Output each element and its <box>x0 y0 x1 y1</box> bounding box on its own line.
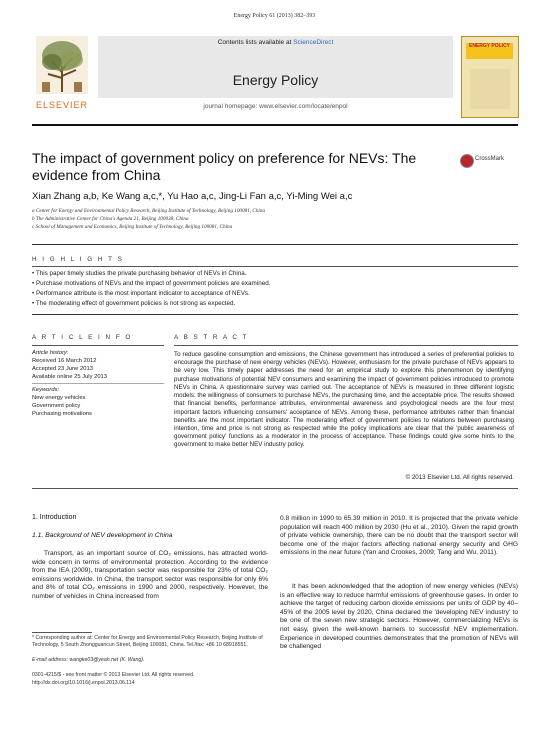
author-list: Xian Zhang a,b, Ke Wang a,c,*, Yu Hao a,c, Jing-Li Fan a,c, Yi-Ming Wei a,c <box>32 191 353 202</box>
accepted-date: Accepted 23 June 2013 <box>32 366 93 372</box>
highlights-label: H I G H L I G H T S <box>32 256 124 263</box>
affiliation-a: a Center for Energy and Environmental Policy Research, Beijing Institute of Technology, Beijing 100081, China <box>32 208 266 214</box>
keyword-item: Purchasing motivations <box>32 411 92 417</box>
footnote-rule <box>32 632 92 633</box>
issn-line: 0301-4215/$ - see front matter © 2013 Elsevier Ltd. All rights reserved. <box>32 672 195 678</box>
journal-cover-thumbnail[interactable] <box>461 36 519 118</box>
keywords-rule <box>32 383 164 384</box>
abstract-rule-bottom <box>32 488 518 489</box>
article-info-label: A R T I C L E I N F O <box>32 334 133 341</box>
contents-prefix: Contents lists available at <box>217 39 294 46</box>
highlights-rule-top <box>32 244 518 245</box>
article-history-label: Article history: <box>32 350 69 356</box>
abstract-rule <box>174 345 518 346</box>
affiliation-c: c School of Management and Economics, Beijing Institute of Technology, Beijing 100081, China <box>32 224 233 230</box>
crossmark-label: CrossMark <box>475 156 505 162</box>
doi-link[interactable]: http://dx.doi.org/10.1016/j.enpol.2013.06.114 <box>32 680 135 686</box>
elsevier-tree-icon <box>36 36 88 94</box>
journal-masthead <box>32 28 518 116</box>
abstract-text: To reduce gasoline consumption and emissions, the Chinese government has introduced a series of preferential policies to encourage the purchase of new energy vehicles (NEVs). However, enthusiasm for the private purchase of NEVs appears to be very low. This timely paper addresses the need for an empirical study to explore this phenomenon by identifying purchase motivations of potential NEV consumers and examining the impact of government policies introduced to promote NEVs in China. A questionnaire survey was carried out. The acceptance of NEVs is measured in three different logistic models: the willingness of consumers to purchase NEVs, the purchasing time, and the acceptable price. The results showed that financial benefits, performance attributes, environmental awareness and psychological needs are the four most important factors influencing consumers' acceptance of NEVs. Among these, performance attributes rather than financial benefits are the most important indicator. The moderating effect of government policies to relations between purchasing intention, time and price is not strong as respected while the policy implications are clear that the 'public awareness of government policy' functions as a moderator in the process of acceptance. These findings could give some hints to the government to make better NEV industry policy. <box>174 351 514 449</box>
keyword-item: Government policy <box>32 403 81 409</box>
contents-line <box>98 39 453 46</box>
crossmark-icon <box>460 154 474 168</box>
article-info-rule <box>32 345 164 346</box>
body-paragraph: 0.8 million in 1990 to 65.39 million in 2010. It is projected that the private vehicle population will reach 400 million by 2030 (Hu et al., 2010). Given the rapid growth of private vehicle ownership, there can be no doubt that the transport sector will become one of the major factors affecting national energy security and GHG emissions in the near future (Yan and Crookes, 2009; Tang and Wu, 2011). <box>280 515 518 557</box>
crossmark-badge[interactable] <box>460 154 516 168</box>
body-paragraph: Transport, as an important source of CO₂ emissions, has attracted world-wide concern in terms of environmental protection. According to the evidence from the IEA (2009), transportation sector was responsible for 23% of total CO₂ emissions worldwide. In China, the transport sector was responsible for only 6% and 8% of total CO₂ emissions in 1990 and 2000, respectively. However, the number of vehicles in China increased from <box>32 550 268 600</box>
abstract-label: A B S T R A C T <box>174 334 249 341</box>
subsection-heading: 1.1. Background of NEV development in China <box>32 532 173 539</box>
body-paragraph: It has been acknowledged that the adoption of new energy vehicles (NEVs) is an effective way to reduce harmful emissions of greenhouse gases. In order to achieve the target of reducing carbon dioxide emissions per units of GDP by 40–45% of the 2005 level by 2020, China declared the 'developing NEV industry' to be one of the seven new strategic sectors. However, commercializing NEVs is not easy, given the well-known barriers to successful NEV implementation. Experience in developed countries demonstrates that the promotion of NEVs will be challenged <box>280 583 518 651</box>
homepage-label: journal homepage: <box>203 103 260 110</box>
homepage-link[interactable]: www.elsevier.com/locate/enpol <box>259 103 348 110</box>
sciencedirect-link[interactable]: ScienceDirect <box>293 39 334 46</box>
section-heading: 1. Introduction <box>32 514 77 521</box>
keyword-item: New energy vehicles <box>32 395 86 401</box>
elsevier-logo[interactable] <box>32 36 92 114</box>
abstract-copyright: © 2013 Elsevier Ltd. All rights reserved. <box>405 474 514 481</box>
journal-reference: Energy Policy 61 (2013) 382–393 <box>233 13 316 19</box>
highlight-item: • Purchase motivations of NEVs and the impact of government policies are examined. <box>32 280 271 287</box>
corresponding-author-note: * Corresponding author at: Center for Energy and Environmental Policy Research, Beijing Institute of Technology, 5 South Zhongguancun Street, Beijing 100081, China. Tel./fax: +86 10 68918551. <box>32 635 263 648</box>
journal-title: Energy Policy <box>232 72 319 88</box>
highlight-item: • This paper timely studies the private purchasing behavior of NEVs in China. <box>32 270 247 277</box>
highlight-item: • Performance attribute is the most important indicator to acceptance of NEVs. <box>32 290 250 297</box>
masthead-rule <box>32 124 518 126</box>
email-note[interactable]: E-mail address: wangke03@yeah.net (K. Wang). <box>32 657 145 663</box>
affiliation-b: b The Administrative Center for China's Agenda 21, Beijing 100038, China <box>32 216 189 222</box>
highlights-rule-bottom <box>32 314 518 315</box>
cover-title: ENERGY POLICY <box>468 43 511 49</box>
highlights-rule <box>32 266 518 267</box>
received-date: Received 16 March 2012 <box>32 358 97 364</box>
journal-homepage <box>98 103 453 110</box>
keywords-label: Keywords: <box>32 387 60 393</box>
available-online-date: Available online 25 July 2013 <box>32 374 107 380</box>
paper-title: The impact of government policy on preference for NEVs: The evidence from China <box>32 150 417 183</box>
elsevier-wordmark: ELSEVIER <box>35 100 89 110</box>
cover-artwork <box>470 69 510 109</box>
highlight-item: • The moderating effect of government policies is not strong as expected. <box>32 300 236 307</box>
